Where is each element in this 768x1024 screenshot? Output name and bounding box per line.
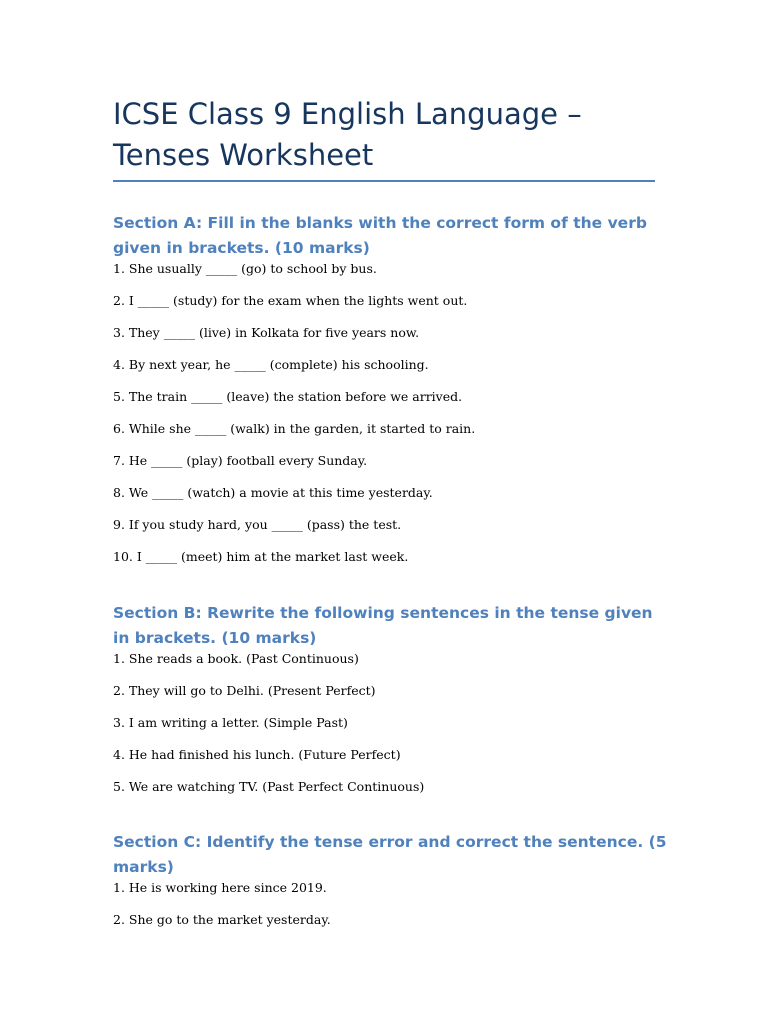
section-a <box>113 211 673 581</box>
section-c-questions <box>113 880 673 944</box>
question-item: 1. She reads a book. (Past Continuous) <box>113 651 359 666</box>
question-item: 9. If you study hard, you _____ (pass) the test. <box>113 517 402 532</box>
question-item: 7. He _____ (play) football every Sunday. <box>113 453 368 468</box>
question-item: 5. The train _____ (leave) the station before we arrived. <box>113 389 463 404</box>
question-item: 1. He is working here since 2019. <box>113 880 327 895</box>
section-b <box>113 601 673 811</box>
question-item: 4. By next year, he _____ (complete) his schooling. <box>113 357 429 372</box>
question-item: 5. We are watching TV. (Past Perfect Continuous) <box>113 779 425 794</box>
question-item: 2. They will go to Delhi. (Present Perfect) <box>113 683 376 698</box>
question-item: 2. She go to the market yesterday. <box>113 912 331 927</box>
section-a-heading: Section A: Fill in the blanks with the correct form of the verb given in brackets. (10 marks) <box>113 214 647 257</box>
title-divider <box>113 180 655 182</box>
section-c <box>113 830 673 944</box>
question-item: 6. While she _____ (walk) in the garden, it started to rain. <box>113 421 476 436</box>
question-item: 10. I _____ (meet) him at the market last week. <box>113 549 409 564</box>
question-item: 2. I _____ (study) for the exam when the lights went out. <box>113 293 468 308</box>
section-c-heading: Section C: Identify the tense error and correct the sentence. (5 marks) <box>113 833 667 876</box>
section-b-heading: Section B: Rewrite the following sentences in the tense given in brackets. (10 marks) <box>113 604 653 647</box>
question-item: 8. We _____ (watch) a movie at this time yesterday. <box>113 485 433 500</box>
question-item: 1. She usually _____ (go) to school by bus. <box>113 261 377 276</box>
section-b-questions <box>113 651 673 811</box>
question-item: 3. I am writing a letter. (Simple Past) <box>113 715 348 730</box>
page-title: ICSE Class 9 English Language – Tenses Worksheet <box>113 97 582 172</box>
section-a-questions <box>113 261 673 581</box>
question-item: 3. They _____ (live) in Kolkata for five years now. <box>113 325 420 340</box>
question-item: 4. He had finished his lunch. (Future Perfect) <box>113 747 401 762</box>
